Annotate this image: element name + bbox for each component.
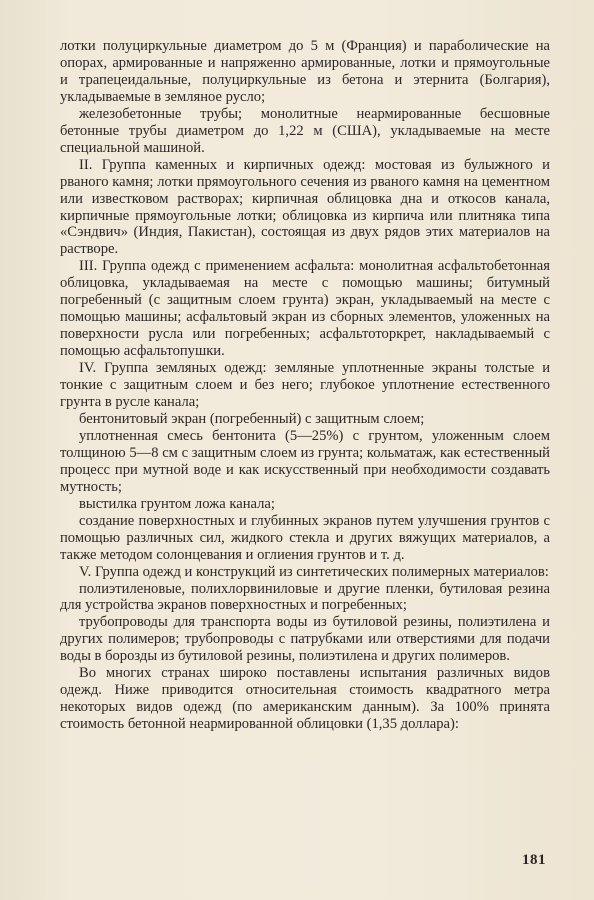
- paragraph: создание поверхностных и глубинных экранов путем улучшения грунтов с помощью различных сил, жидкого стекла и других вяжущих материалов, а также методом солонцевания и оглиения грунтов и т. д.: [60, 512, 550, 563]
- paragraph: полиэтиленовые, полихлорвиниловые и другие пленки, бутиловая резина для устройства экранов поверхностных и погребенных;: [60, 580, 550, 614]
- paragraph: железобетонные трубы; монолитные неармированные бесшовные бетонные трубы диаметром до 1,22 м (США), укладываемые на месте специальной машиной.: [60, 105, 550, 156]
- paragraph: бентонитовый экран (погребенный) с защитным слоем;: [79, 410, 425, 427]
- paragraph: выстилка грунтом ложа канала;: [79, 495, 275, 512]
- paragraph: III. Группа одежд с применением асфальта: монолитная асфальтобетонная облицовка, укладываемая на месте с помощью машины; битумный погребенный (с защитным слоем грунта) экран, укладываемый на месте с помощью машины; асфальтовый экран из сборных элементов, уложенных на поверхности русла или погребенных; асфальтоторкрет, накладываемый с помощью асфальтопушки.: [60, 258, 550, 360]
- paragraph: II. Группа каменных и кирпичных одежд: мостовая из булыжного и рваного камня; лотки прямоугольного сечения из рваного камня на цементном или известковом растворах; кирпичная облицовка дна и откосов канала, кирпичные прямоугольные лотки; облицовка из кирпича или плитняка типа «Сэндвич» (Индия, Пакистан), состоящая из двух рядов этих материалов на растворе.: [60, 156, 550, 258]
- body-text: [60, 38, 550, 733]
- paragraph: трубопроводы для транспорта воды из бутиловой резины, полиэтилена и других полимеров; трубопроводы с патрубками или отверстиями для подачи воды в борозды из бутиловой резины, полиэтилена и других полимеров.: [60, 614, 550, 665]
- paragraph: лотки полуциркульные диаметром до 5 м (Франция) и параболические на опорах, армированные и напряженно армированные, лотки и прямоугольные и трапецеидальные, полуциркульные из бетона и этернита (Болгария), укладываемые в земляное русло;: [60, 38, 550, 105]
- paragraph: Во многих странах широко поставлены испытания различных видов одежд. Ниже приводится относительная стоимость квадратного метра некоторых видов одежд (по американским данным). За 100% принята стоимость бетонной неармированной облицовки (1,35 доллара):: [60, 665, 550, 733]
- paragraph: IV. Группа земляных одежд: земляные уплотненные экраны толстые и тонкие с защитным слоем и без него; глубокое уплотнение естественного грунта в русле канала;: [60, 360, 550, 411]
- paragraph: уплотненная смесь бентонита (5—25%) с грунтом, уложенным слоем толщиною 5—8 см с защитным слоем из грунта; кольматаж, как естественный процесс при мутной воде и как искусственный при необходимости создавать мутность;: [60, 427, 550, 495]
- page-number: 181: [522, 852, 546, 868]
- paragraph: V. Группа одежд и конструкций из синтетических полимерных материалов:: [79, 563, 549, 580]
